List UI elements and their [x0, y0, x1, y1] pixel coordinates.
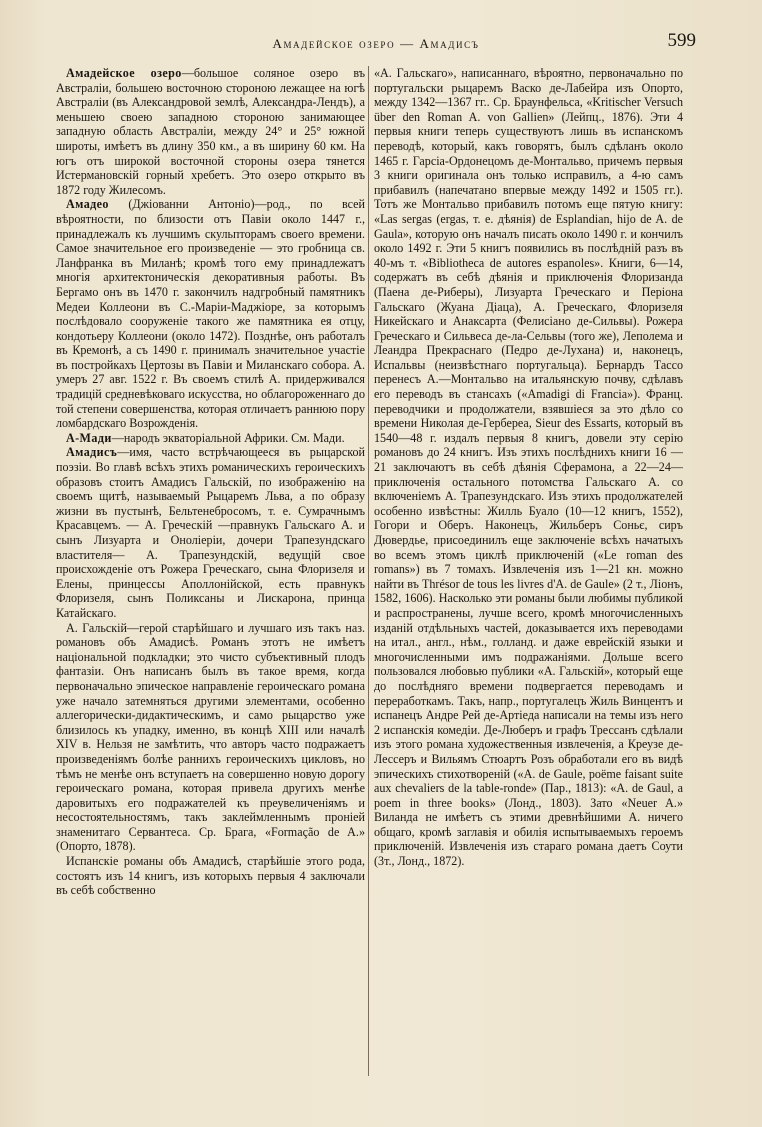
- entry-headword: Амадейское озеро: [66, 66, 182, 80]
- entry-text: А. Гальскій—герой старѣйшаго и лучшаго изъ такъ наз. романовъ объ Амадисѣ. Романъ этотъ не имѣетъ національной подкладки; это чисто субъективный плодъ фантазіи. Онъ написанъ былъ въ такое время, когда первоначально эпическое направленіе героическаго романа уже начало затемняться другими элементами, особенно аллегорически-дидактическимъ, и само рыцарство уже близилось къ упадку, именно, въ концѣ XIII или началѣ XIV в. Нельзя не замѣтить, что авторъ часто подражаетъ произведеніямъ болѣе раннихъ героическихъ цикловъ, но тѣмъ не менѣе онъ вступаетъ на совершенно новую дорогу героическаго романа, которая привела другихъ менѣе даровитыхъ его подражателей къ преувеличеніямъ и несостоятельностямъ, такъ заклеймленнымъ проніей знаменитаго Сервантеса. Ср. Брага, «Formação de A.» (Опорто, 1878).: [56, 620, 365, 854]
- entry-headword: Амадисъ: [66, 445, 118, 460]
- entry-headword: Амадео: [66, 197, 109, 212]
- entry-text: —народъ экваторіальной Африки. См. Мади.: [111, 430, 345, 445]
- entry-text: «А. Гальскаго», написаннаго, вѣроятно, первоначально по португальски рыцаремъ Васко де-Лабейра изъ Опорто, между 1342—1367 гг.. Ср. Браунфельса, «Kritischer Versuch über den Roman A. von Gallien» (Лейпц., 1876). Эти 4 первыя книги теперь существуютъ лишь въ испанскомъ переводѣ, который, какъ говорятъ, былъ сдѣланъ около 1465 г. Гарсіа-Ордонецомъ де-Монтальво, причемъ первыя 3 книги оригинала онъ только исправилъ, а 4-ю самъ прибавилъ (напечатано впервые между 1492 и 1505 гг.). Тотъ же Монтальво прибавилъ потомъ еще пятую книгу: «Las sergas (ergas, т. е. дѣянія) de Esplandian, hijo de A. de Gaula», которую онъ началъ писать около 1490 г. и кончилъ около 1492 г. Эти 5 книгъ появились въ послѣдній разъ въ 40-мъ т. «Bibliotheca de autores espanoles». Книги, 6—14, содержатъ въ себѣ дѣянія и приключенія Флоризанда (Паена де-Риберы), Лизуарта Греческаго и Періона Гальскаго (Жуана Діаца), А. Греческаго, Флоризеля Никейскаго и Анаксарта (Фелисіано де-Сильвы). Рожера Греческаго и Сильвеса де-ла-Сельвы (того же), Леполема и Леандра Прекраснаго (Педро де-Лухана) и, наконецъ, Испальвы (неизвѣстнаго португальца). Бернардъ Тассо перенесъ А.—Монтальво на итальянскую почву, сдѣлавъ его переводъ въ стансахъ («Amadigi di Francia»). Франц. переводчики и продолжатели, взявшіеся за это дѣло со времени Николая де-Гербереа, Sieur des Essarts, который въ 1540—48 г. издалъ первыя 8 книгъ, довели эту серію романовъ до 24 книгъ. Изъ этихъ послѣднихъ книги 16 — 21 заключаютъ въ себѣ дѣянія Сферамона, а 22—24—приключенія остального потомства Гальскаго А. со включеніемъ А. Трапезундскаго. Изъ этихъ продолжателей особенно извѣстны: Жилль Буало (10—12 книгъ, 1552), Гогори и Оберъ. Наконецъ, Жильберъ Соньє, сиръ Дювердье, присоединилъ еще заключеніе всѣхъ начатыхъ во всемъ этомъ циклѣ приключеній («Le roman des romans») въ 7 томахъ. Извлеченія изъ 1—21 кн. можно найти въ Thrésor de tous les livres d'A. de Gaule» (2 т., Ліонъ, 1582, 1606). Насколько эти романы были любимы публикой и распространены, лучше всего, кромѣ многочисленныхъ изданій отдѣльныхъ частей, доказывается ихъ переводами на итал., англ., нѣм., голланд. и даже еврейскій языки и многочисленными имъ подражаніями. Дольше всего пользовался любовью публики «А. Гальскій», который еще до послѣдняго времени подвергается переводамъ и переработкамъ. Такъ, напр., португалецъ Жиль Винцентъ и испанецъ Андре Рей де-Артіеда написали на темы изъ него 2 испанскія комедіи. Де-Люберъ и графъ Трессанъ сдѣлали изъ этого романа художественныя извлеченія, а Креузе де-Лессеръ и Вильямъ Стюартъ Розъ обработали его въ видѣ эпическихъ стихотвореній («A. de Gaule, poëme faisant suite aux chevaliers de la table-ronde» (Пар., 1813): «A. de Gaul, a poem in three books» (Лонд., 1803). Зато «Neuer A.» Виланда не имѣетъ съ этими древнѣйшими А. ничего общаго, кромѣ заглавія и обилія испытываемыхъ героемъ приключеній. Извлеченія изъ стараго романа даетъ Соути (3т., Лонд., 1872).: [374, 66, 683, 869]
- entry-amadeo: [56, 197, 365, 431]
- entry-text: —имя, часто встрѣчающееся въ рыцарской поэзіи. Во главѣ всѣхъ этихъ романическихъ героическихъ образовъ стоитъ Амадисъ Гальскій, по изображенію на своемъ щитѣ, называемый Рыцаремъ Льва, а по образу жизни въ пустынѣ, Бельтенебросомъ, т. е. Сумрачнымъ Красавцемъ. — А. Греческій —правнукъ Гальскаго А. и сынъ Лизуарта и Оноліеріи, дочери Трапезундскаго властителя— А. Трапезундскій, ведущій свое происхожденіе отъ Рожера Греческаго, сына Флоризеля и Елены, принцессы Аполлонійской, есть правнукъ Флоризеля, сынъ Поликсаны и Лискарона, принца Катайскаго.: [56, 445, 365, 620]
- left-column: [56, 66, 365, 898]
- page-number: 599: [667, 30, 696, 51]
- running-head: Амадейское озеро — Амадисъ: [272, 36, 480, 51]
- entry-amadeyskoe-ozero: [56, 66, 365, 197]
- entry-continuation: [374, 66, 683, 869]
- entry-amadis: [56, 445, 365, 620]
- entry-text: Испанскіе романы объ Амадисѣ, старѣйшіе этого рода, состоятъ изъ 14 книгъ, изъ которыхъ первыя 4 заключали въ себѣ собственно: [56, 854, 365, 898]
- entry-text: (Джіованни Антоніо)—род., по всей вѣроятности, по близости отъ Павіи около 1447 г., принадлежалъ къ лучшимъ скульпторамъ своего времени. Самое значительное его произведеніе — это гробница св. Ланфранка въ Миланѣ; кромѣ того ему принадлежатъ многія архитектоническія декоративныя работы. Въ Бергамо онъ въ 1470 г. закончилъ надгробный памятникъ Медеи Коллеони въ С.-Маріи-Маджіоре, за которымъ послѣдовало сооруженіе такого же памятника ея отцу, кондотьеру Коллеони (около 1472). Позднѣе, онъ работалъ въ Кремонѣ, а съ 1490 г. принималъ значительное участіе въ постройкахъ Цертозы въ Павіи и Миланскаго собора. А. умеръ 27 авг. 1522 г. Въ своемъ стилѣ А. придерживался традицій средневѣковаго искусства, но облагороженнаго до той степени совершенства, которая отличаетъ раннюю пору ломбардскаго Возрожденія.: [56, 197, 365, 431]
- entry-a-madi: [56, 431, 365, 446]
- page-header: [56, 30, 696, 56]
- entry-paragraph: [56, 621, 365, 855]
- right-column: [374, 66, 683, 869]
- entry-headword: А-Мади: [66, 430, 112, 445]
- entry-paragraph: [56, 854, 365, 898]
- column-divider: [368, 66, 369, 1076]
- entry-text: —большое соляное озеро въ Австраліи, большею восточною стороною лежащее на югѣ Австраліи (въ Александровой землѣ, Александра-Лендъ), а меньшею своею западною стороною занимающее западную область Австраліи, между 24° и 25° южной широты, имѣетъ въ длину 350 км., а въ ширину 60 км. На югъ отъ широкой восточной стороны озера тянется Истермановскій горный хребетъ. Это озеро открыто въ 1872 году Жилесомъ.: [56, 66, 366, 197]
